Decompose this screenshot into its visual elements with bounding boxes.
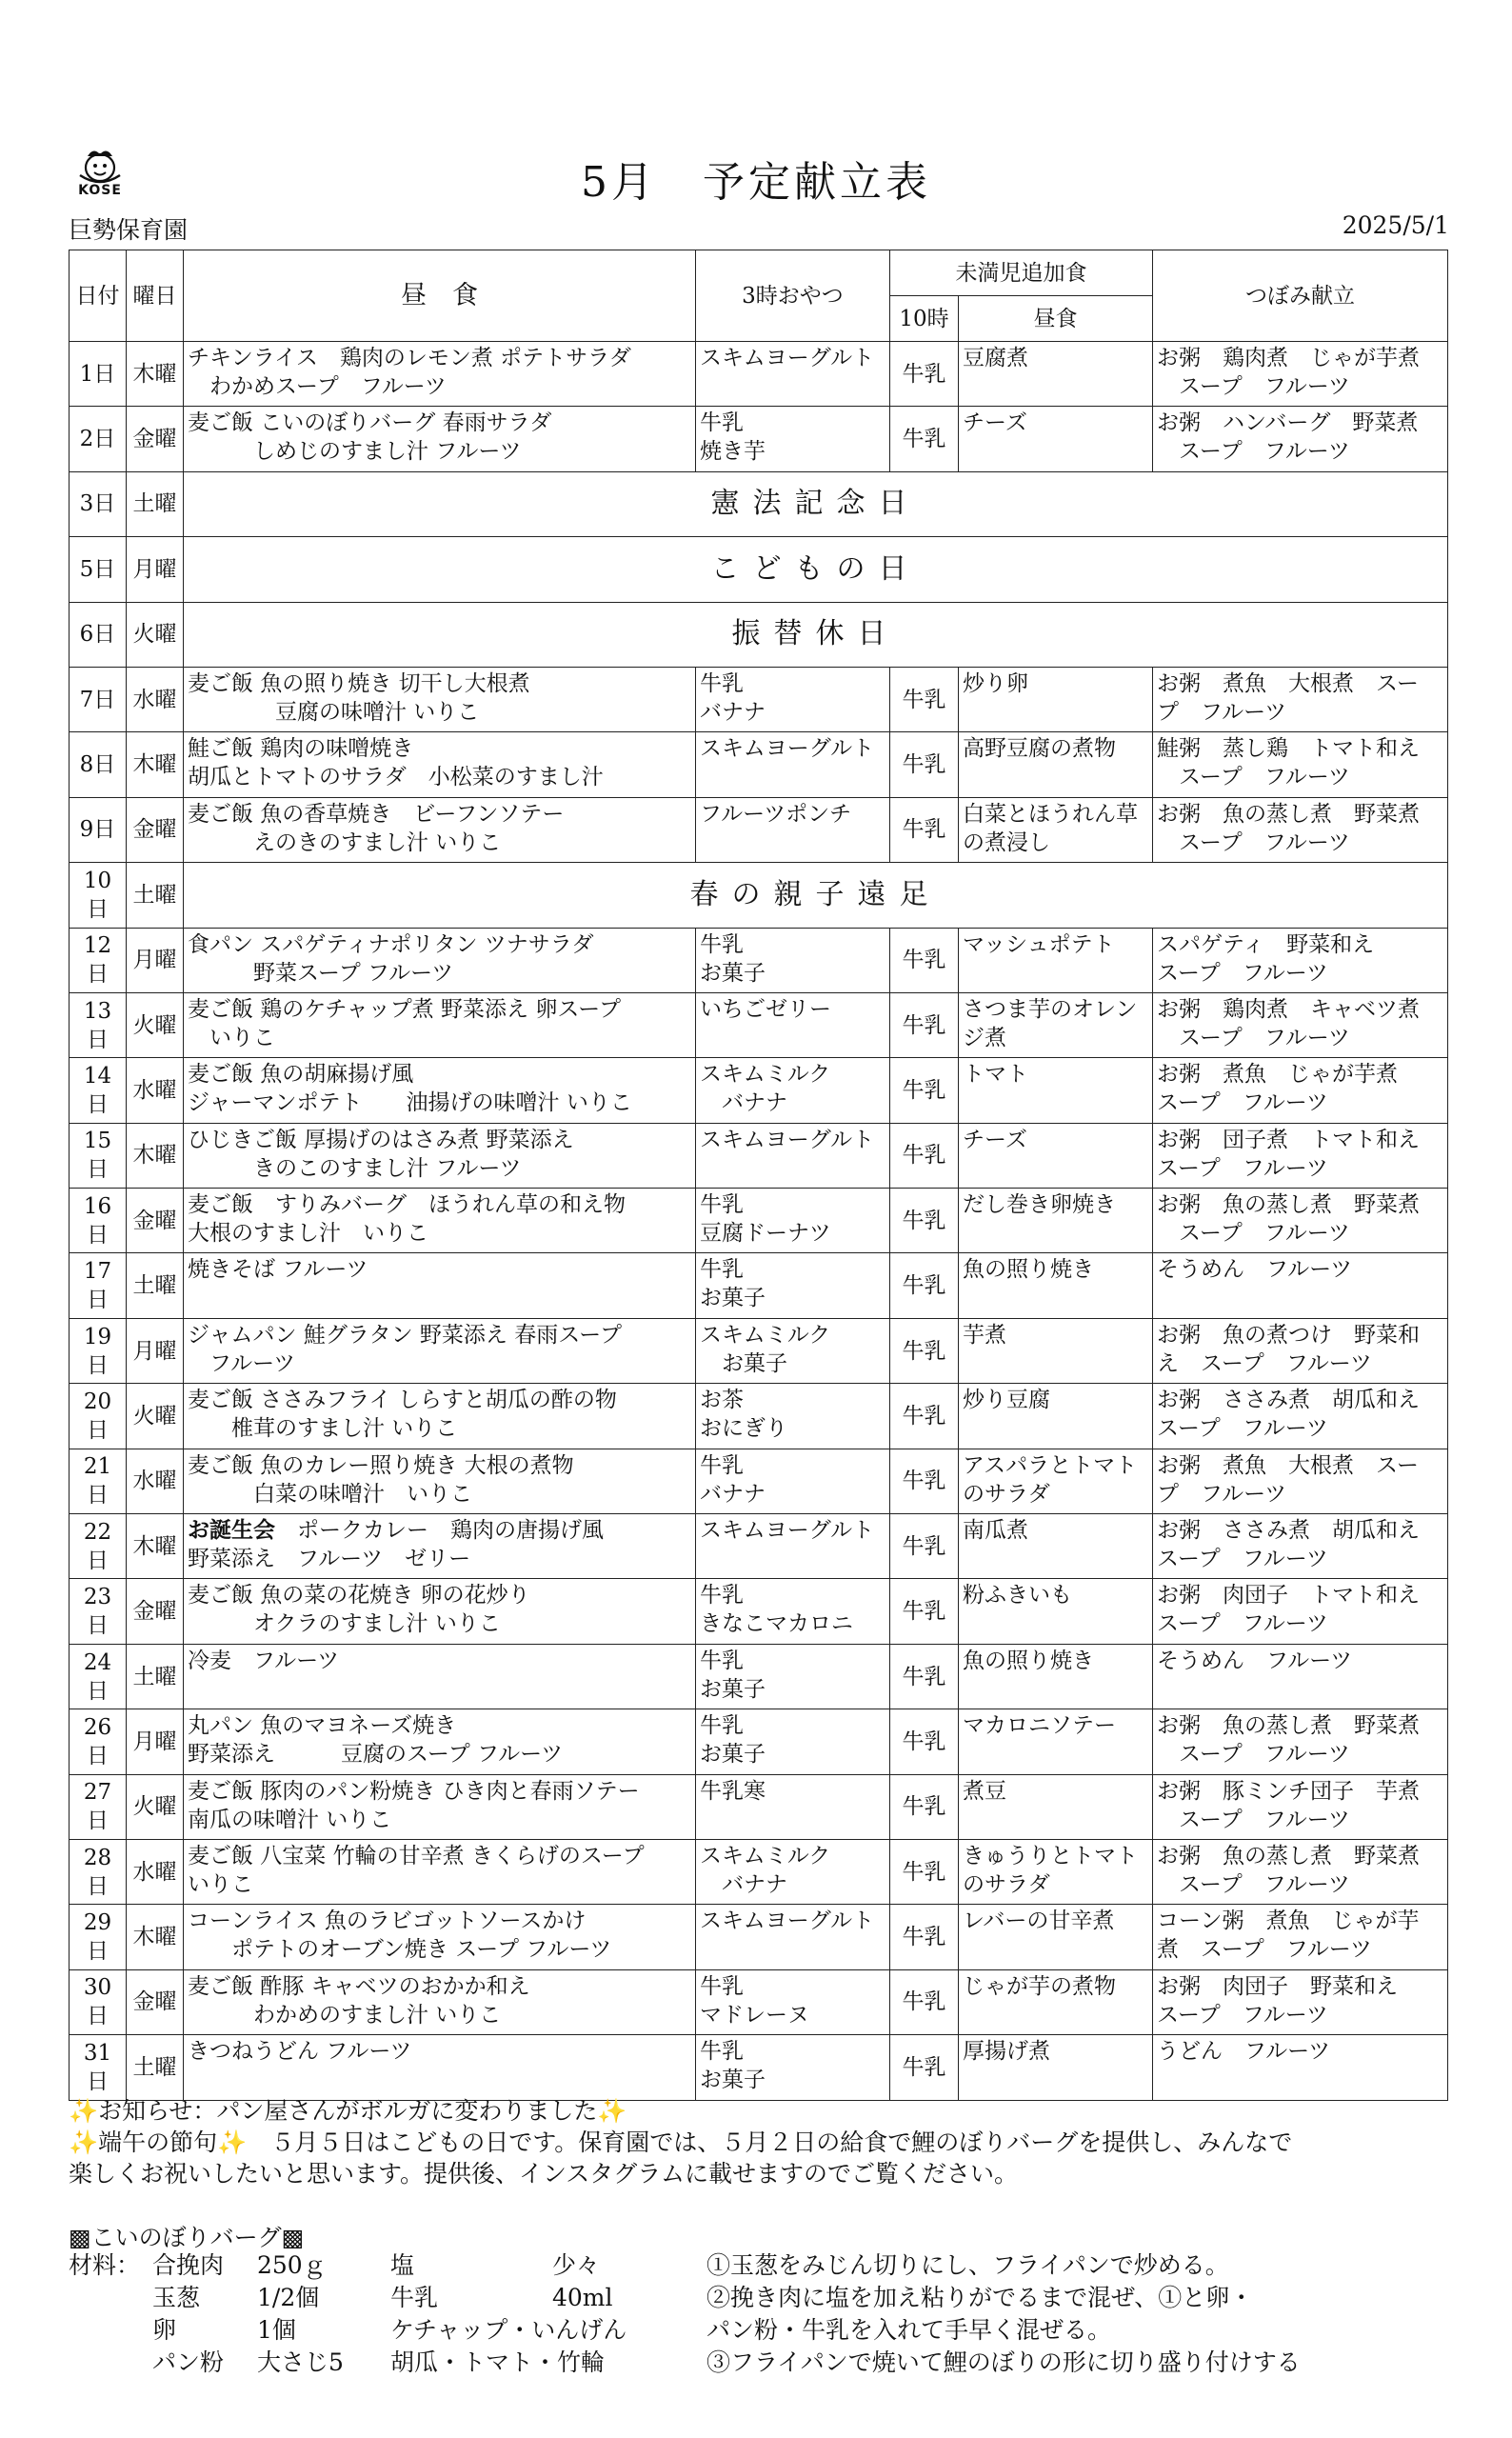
lunch-text: 麦ご飯 魚の香草焼き ビーフンソテー えのきのすまし汁 いりこ [188,801,565,855]
row-snack: スキムミルク お菓子 [696,1318,890,1383]
table-row [70,797,1448,862]
table-row [70,2035,1448,2100]
lunch-text: きつねうどん フルーツ [188,2039,412,2065]
row-day: 30日 [70,1969,127,2034]
lunch-text: ポークカレー 鶏肉の唐揚げ風 野菜添え フルーツ ゼリー [188,1518,604,1572]
table-row [70,407,1448,471]
ingredient-row [69,2347,666,2379]
table-row [70,928,1448,992]
lunch-text: 麦ご飯 魚の照り焼き 切干し大根煮 豆腐の味噌汁 いりこ [188,670,530,725]
table-row [70,1709,1448,1774]
row-snack: お茶 おにぎり [696,1384,890,1449]
row-weekday: 木曜 [127,1123,184,1188]
table-row [70,342,1448,407]
ingredient-cell: 卵 [152,2316,177,2344]
row-weekday: 木曜 [127,1514,184,1579]
row-snack: スキムミルク バナナ [696,1839,890,1904]
menu-body [70,342,1448,2101]
row-weekday: 水曜 [127,1449,184,1513]
lunch-highlight: お誕生会 [188,1517,275,1544]
row-extra-lunch: じゃが芋の煮物 [959,1969,1153,2034]
row-day: 21日 [70,1449,127,1513]
row-day: 22日 [70,1514,127,1579]
row-tsubomi: お粥 団子煮 トマト和え スープ フルーツ [1153,1123,1448,1188]
row-snack: スキムヨーグルト [696,1514,890,1579]
row-weekday: 月曜 [127,928,184,992]
ingredient-cell: 大さじ5 [257,2348,344,2376]
row-lunch [184,1514,696,1579]
row-weekday: 月曜 [127,1318,184,1383]
lunch-text: コーンライス 魚のラビゴットソースかけ ポテトのオーブン焼き スープ フルーツ [188,1908,612,1963]
header-extra-lunch: 昼食 [959,296,1153,342]
row-snack: スキムヨーグルト [696,732,890,797]
table-row [70,1514,1448,1579]
row-lunch [184,1318,696,1383]
table-row [70,602,1448,667]
row-tsubomi: うどん フルーツ [1153,2035,1448,2100]
row-snack: スキムヨーグルト [696,1123,890,1188]
row-extra-lunch: マッシュポテト [959,928,1153,992]
row-holiday: 憲法記念日 [184,471,1448,536]
row-ten: 牛乳 [890,992,959,1057]
table-row [70,1253,1448,1318]
row-snack: フルーツポンチ [696,797,890,862]
ingredient-cell: 少々 [552,2251,601,2279]
row-ten: 牛乳 [890,2035,959,2100]
row-snack: 牛乳 マドレーヌ [696,1969,890,2034]
row-ten: 牛乳 [890,407,959,471]
row-lunch [184,667,696,731]
row-tsubomi: お粥 煮魚 大根煮 スー プ フルーツ [1153,1449,1448,1513]
row-extra-lunch: トマト [959,1058,1153,1123]
lunch-text: 麦ご飯 八宝菜 竹輪の甘辛煮 きくらげのスープ いりこ [188,1843,645,1897]
row-weekday: 土曜 [127,1253,184,1318]
row-extra-lunch: 白菜とほうれん草 の煮浸し [959,797,1153,862]
row-extra-lunch: 粉ふきいも [959,1579,1153,1644]
row-ten: 牛乳 [890,1189,959,1253]
row-day: 29日 [70,1905,127,1969]
row-ten: 牛乳 [890,1969,959,2034]
table-row [70,1905,1448,1969]
ingredient-cell: ケチャップ・いんげん [390,2316,627,2344]
row-extra-lunch: 炒り豆腐 [959,1384,1153,1449]
row-lunch [184,992,696,1057]
ingredient-cell: パン粉 [152,2348,225,2376]
row-lunch [184,1579,696,1644]
row-day: 31日 [70,2035,127,2100]
recipe-step: ②挽き肉に塩を加え粘りがでるまで混ぜ、①と卵・ [706,2284,1254,2311]
row-tsubomi: そうめん フルーツ [1153,1253,1448,1318]
row-extra-lunch: 豆腐煮 [959,342,1153,407]
row-weekday: 土曜 [127,2035,184,2100]
row-ten: 牛乳 [890,1384,959,1449]
row-day: 17日 [70,1253,127,1318]
table-row [70,1774,1448,1839]
row-tsubomi: コーン粥 煮魚 じゃが芋 煮 スープ フルーツ [1153,1905,1448,1969]
row-lunch [184,1189,696,1253]
row-holiday: 振替休日 [184,602,1448,667]
row-ten: 牛乳 [890,1709,959,1774]
row-tsubomi: お粥 魚の煮つけ 野菜和 え スープ フルーツ [1153,1318,1448,1383]
recipe-title: ▩こいのぼりバーグ▩ [69,2224,305,2251]
lunch-text: 焼きそば フルーツ [188,1257,368,1283]
row-snack: スキムミルク バナナ [696,1058,890,1123]
lunch-text: チキンライス 鶏肉のレモン煮 ポテトサラダ わかめスープ フルーツ [188,346,631,399]
row-weekday: 金曜 [127,1579,184,1644]
row-lunch [184,1123,696,1188]
row-weekday: 水曜 [127,1839,184,1904]
row-tsubomi: お粥 ささみ煮 胡瓜和え スープ フルーツ [1153,1514,1448,1579]
row-weekday: 水曜 [127,667,184,731]
row-day: 20日 [70,1384,127,1449]
row-weekday: 木曜 [127,732,184,797]
row-snack: 牛乳 お菓子 [696,1709,890,1774]
lunch-text: 麦ご飯 鶏のケチャップ煮 野菜添え 卵スープ いりこ [188,996,622,1050]
row-extra-lunch: さつま芋のオレン ジ煮 [959,992,1153,1057]
table-row [70,1384,1448,1449]
lunch-text: 麦ご飯 魚の胡麻揚げ風 ジャーマンポテト 油揚げの味噌汁 いりこ [188,1062,632,1116]
table-row [70,863,1448,928]
lunch-text: 麦ご飯 豚肉のパン粉焼き ひき肉と春雨ソテー 南瓜の味噌汁 いりこ [188,1778,640,1832]
ingredient-row [69,2282,666,2314]
row-day: 15日 [70,1123,127,1188]
recipe-steps [706,2249,1301,2379]
row-extra-lunch: 厚揚げ煮 [959,2035,1153,2100]
ingredient-row [69,2249,666,2282]
row-extra-lunch: チーズ [959,1123,1153,1188]
row-snack: スキムヨーグルト [696,1905,890,1969]
row-extra-lunch: 芋煮 [959,1318,1153,1383]
ingredient-row [69,2314,666,2347]
school-name: 巨勢保育園 [69,216,189,244]
row-lunch [184,1709,696,1774]
row-lunch [184,1774,696,1839]
row-lunch [184,407,696,471]
row-holiday: こどもの日 [184,537,1448,602]
row-ten: 牛乳 [890,1123,959,1188]
row-snack: 牛乳 お菓子 [696,928,890,992]
row-ten: 牛乳 [890,1514,959,1579]
row-weekday: 火曜 [127,992,184,1057]
recipe-step: ③フライパンで焼いて鯉のぼりの形に切り盛り付けする [706,2348,1301,2376]
ingredient-cell: 40ml [552,2284,613,2311]
menu-table [69,250,1448,2101]
row-day: 7日 [70,667,127,731]
row-ten: 牛乳 [890,797,959,862]
lunch-text: 麦ご飯 魚のカレー照り焼き 大根の煮物 白菜の味噌汁 いりこ [188,1452,574,1507]
row-tsubomi: そうめん フルーツ [1153,1644,1448,1709]
notice-line-2: ✨端午の節句✨ ５月５日はこどもの日です。保育園では、５月２日の給食で鯉のぼりバーグを提供し、みんなで [69,2128,1293,2156]
row-day: 26日 [70,1709,127,1774]
row-snack: スキムヨーグルト [696,342,890,407]
row-lunch [184,2035,696,2100]
table-row [70,1189,1448,1253]
table-row [70,1969,1448,2034]
row-tsubomi: お粥 魚の蒸し煮 野菜煮 スープ フルーツ [1153,797,1448,862]
row-snack: 牛乳 お菓子 [696,1253,890,1318]
row-ten: 牛乳 [890,928,959,992]
ingredient-cell: 1/2個 [257,2284,320,2311]
table-row [70,471,1448,536]
row-lunch [184,1253,696,1318]
row-ten: 牛乳 [890,1774,959,1839]
row-day: 23日 [70,1579,127,1644]
row-ten: 牛乳 [890,1449,959,1513]
row-tsubomi: お粥 肉団子 トマト和え スープ フルーツ [1153,1579,1448,1644]
ingredient-label [69,2282,152,2314]
header-extra: 未満児追加食 [890,250,1153,296]
row-tsubomi: お粥 魚の蒸し煮 野菜煮 スープ フルーツ [1153,1709,1448,1774]
row-lunch [184,1384,696,1449]
row-weekday: 月曜 [127,537,184,602]
row-lunch [184,797,696,862]
row-extra-lunch: 南瓜煮 [959,1514,1153,1579]
row-weekday: 火曜 [127,1774,184,1839]
row-tsubomi: スパゲティ 野菜和え スープ フルーツ [1153,928,1448,992]
row-holiday: 春の親子遠足 [184,863,1448,928]
row-ten: 牛乳 [890,1253,959,1318]
row-lunch [184,1969,696,2034]
row-extra-lunch: 高野豆腐の煮物 [959,732,1153,797]
row-day: 9日 [70,797,127,862]
recipe-step: パン粉・牛乳を入れて手早く混ぜる。 [706,2316,1112,2344]
row-ten: 牛乳 [890,1905,959,1969]
row-extra-lunch: だし巻き卵焼き [959,1189,1153,1253]
lunch-text: 冷麦 フルーツ [188,1648,340,1673]
notice [69,2095,1292,2189]
notice-line-3: 楽しくお祝いしたいと思います。提供後、インスタグラムに載せますのでご覧ください。 [69,2160,1019,2188]
row-snack: 牛乳 バナナ [696,667,890,731]
table-row [70,1839,1448,1904]
row-day: 1日 [70,342,127,407]
row-day: 12日 [70,928,127,992]
ingredient-label: 材料： [69,2251,141,2279]
row-weekday: 金曜 [127,1969,184,2034]
table-row [70,1449,1448,1513]
row-tsubomi: お粥 鶏肉煮 キャベツ煮 スープ フルーツ [1153,992,1448,1057]
row-extra-lunch: 炒り卵 [959,667,1153,731]
row-weekday: 木曜 [127,1905,184,1969]
table-row [70,1579,1448,1644]
table-row [70,732,1448,797]
row-tsubomi: お粥 煮魚 じゃが芋煮 スープ フルーツ [1153,1058,1448,1123]
row-weekday: 金曜 [127,407,184,471]
row-weekday: 金曜 [127,797,184,862]
row-lunch [184,342,696,407]
row-tsubomi: お粥 ささみ煮 胡瓜和え スープ フルーツ [1153,1384,1448,1449]
row-ten: 牛乳 [890,1839,959,1904]
logo-text: KOSE [78,183,122,198]
table-row [70,537,1448,602]
ingredient-cell: 250ｇ [257,2251,327,2279]
row-day: 27日 [70,1774,127,1839]
row-tsubomi: 鮭粥 蒸し鶏 トマト和え スープ フルーツ [1153,732,1448,797]
row-extra-lunch: 魚の照り焼き [959,1644,1153,1709]
row-day: 13日 [70,992,127,1057]
row-extra-lunch: 煮豆 [959,1774,1153,1839]
row-snack: 牛乳 焼き芋 [696,407,890,471]
lunch-text: 麦ご飯 ささみフライ しらすと胡瓜の酢の物 椎茸のすまし汁 いりこ [188,1388,617,1442]
row-ten: 牛乳 [890,1318,959,1383]
row-day: 16日 [70,1189,127,1253]
lunch-text: 麦ご飯 酢豚 キャベツのおかか和え わかめのすまし汁 いりこ [188,1973,530,2028]
table-row [70,1123,1448,1188]
ingredient-cell: 塩 [390,2251,415,2279]
lunch-text: 麦ご飯 すりみバーグ ほうれん草の和え物 大根のすまし汁 いりこ [188,1192,626,1247]
row-lunch [184,732,696,797]
row-day: 10日 [70,863,127,928]
row-lunch [184,1058,696,1123]
ingredient-cell: 胡瓜・トマト・竹輪 [390,2348,606,2376]
row-weekday: 土曜 [127,863,184,928]
row-snack: いちごゼリー [696,992,890,1057]
row-day: 2日 [70,407,127,471]
row-snack: 牛乳 きなこマカロニ [696,1579,890,1644]
row-weekday: 月曜 [127,1709,184,1774]
row-snack: 牛乳 お菓子 [696,2035,890,2100]
row-snack: 牛乳 豆腐ドーナツ [696,1189,890,1253]
table-row [70,1644,1448,1709]
row-snack: 牛乳 バナナ [696,1449,890,1513]
row-ten: 牛乳 [890,1644,959,1709]
lunch-text: ひじきご飯 厚揚げのはさみ煮 野菜添え きのこのすまし汁 フルーツ [188,1127,574,1181]
ingredient-cell: 玉葱 [152,2284,201,2311]
row-extra-lunch: マカロニソテー [959,1709,1153,1774]
row-ten: 牛乳 [890,732,959,797]
row-tsubomi: お粥 魚の蒸し煮 野菜煮 スープ フルーツ [1153,1189,1448,1253]
lunch-text: 食パン スパゲティナポリタン ツナサラダ 野菜スープ フルーツ [188,931,594,986]
row-weekday: 木曜 [127,342,184,407]
ingredient-cell: 合挽肉 [152,2251,225,2279]
header-lunch: 昼 食 [184,250,696,342]
table-row [70,992,1448,1057]
row-day: 5日 [70,537,127,602]
row-extra-lunch: アスパラとトマト のサラダ [959,1449,1153,1513]
row-weekday: 火曜 [127,1384,184,1449]
ingredient-label [69,2347,152,2379]
ingredient-cell: 1個 [257,2316,296,2344]
row-tsubomi: お粥 魚の蒸し煮 野菜煮 スープ フルーツ [1153,1839,1448,1904]
row-tsubomi: お粥 鶏肉煮 じゃが芋煮 スープ フルーツ [1153,342,1448,407]
row-ten: 牛乳 [890,667,959,731]
row-day: 14日 [70,1058,127,1123]
row-extra-lunch: レバーの甘辛煮 [959,1905,1153,1969]
row-weekday: 金曜 [127,1189,184,1253]
row-tsubomi: お粥 ハンバーグ 野菜煮 スープ フルーツ [1153,407,1448,471]
ingredients [69,2249,666,2379]
header-tsubomi: つぼみ献立 [1153,250,1448,342]
page-title: 5月 予定献立表 [581,158,931,207]
row-lunch [184,1644,696,1709]
row-weekday: 土曜 [127,471,184,536]
row-ten: 牛乳 [890,342,959,407]
row-lunch [184,928,696,992]
row-ten: 牛乳 [890,1058,959,1123]
lunch-text: 丸パン 魚のマヨネーズ焼き 野菜添え 豆腐のスープ フルーツ [188,1713,564,1768]
header-day: 日付 [70,250,127,342]
row-weekday: 土曜 [127,1644,184,1709]
row-snack: 牛乳寒 [696,1774,890,1839]
row-day: 3日 [70,471,127,536]
row-lunch [184,1839,696,1904]
row-day: 28日 [70,1839,127,1904]
row-tsubomi: お粥 豚ミンチ団子 芋煮 スープ フルーツ [1153,1774,1448,1839]
row-snack: 牛乳 お菓子 [696,1644,890,1709]
row-weekday: 火曜 [127,602,184,667]
row-extra-lunch: きゅうりとトマト のサラダ [959,1839,1153,1904]
row-lunch [184,1449,696,1513]
header-ten: 10時 [890,296,959,342]
row-extra-lunch: 魚の照り焼き [959,1253,1153,1318]
row-day: 24日 [70,1644,127,1709]
row-day: 6日 [70,602,127,667]
lunch-text: 麦ご飯 こいのぼりバーグ 春雨サラダ しめじのすまし汁 フルーツ [188,410,552,465]
row-extra-lunch: チーズ [959,407,1153,471]
header-weekday: 曜日 [127,250,184,342]
ingredient-label [69,2314,152,2347]
notice-line-1: ✨お知らせ：パン屋さんがボルガに変わりました✨ [69,2097,627,2125]
lunch-text: 麦ご飯 魚の菜の花焼き 卵の花炒り オクラのすまし汁 いりこ [188,1583,530,1637]
row-day: 19日 [70,1318,127,1383]
row-ten: 牛乳 [890,1579,959,1644]
table-row [70,1058,1448,1123]
row-weekday: 水曜 [127,1058,184,1123]
row-tsubomi: お粥 肉団子 野菜和え スープ フルーツ [1153,1969,1448,2034]
table-row [70,667,1448,731]
row-lunch [184,1905,696,1969]
row-day: 8日 [70,732,127,797]
header-snack: 3時おやつ [696,250,890,342]
recipe-step: ①玉葱をみじん切りにし、フライパンで炒める。 [706,2251,1229,2279]
table-row [70,1318,1448,1383]
issue-date: 2025/5/1 [1342,211,1449,239]
ingredient-cell: 牛乳 [390,2284,439,2311]
row-tsubomi: お粥 煮魚 大根煮 スー プ フルーツ [1153,667,1448,731]
lunch-text: 鮭ご飯 鶏肉の味噌焼き 胡瓜とトマトのサラダ 小松菜のすまし汁 [188,736,604,790]
lunch-text: ジャムパン 鮭グラタン 野菜添え 春雨スープ フルーツ [188,1322,622,1376]
